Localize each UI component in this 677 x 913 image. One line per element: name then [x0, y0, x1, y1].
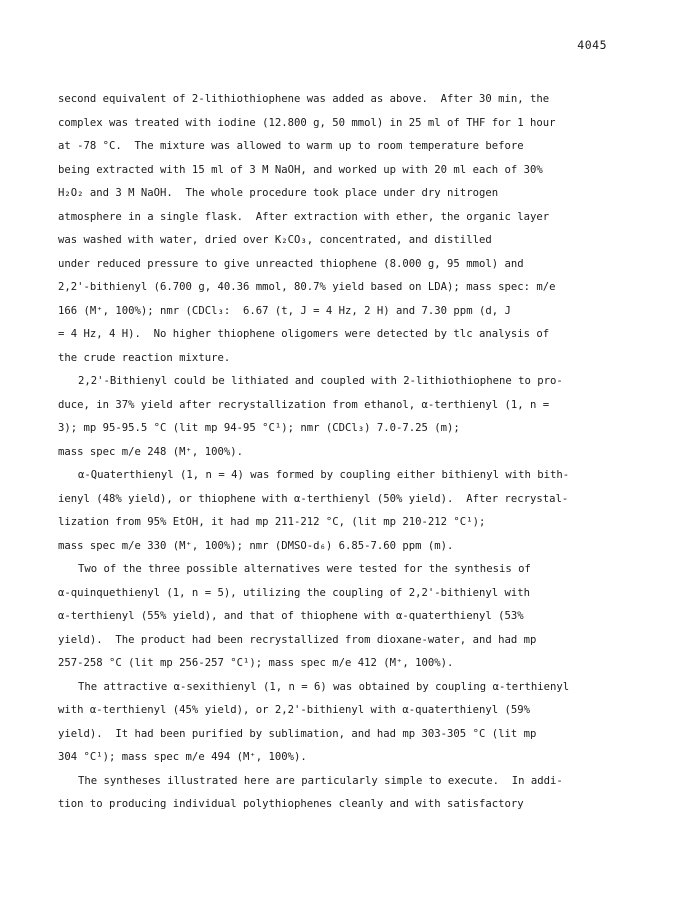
text-line: H₂O₂ and 3 M NaOH. The whole procedure took place under dry nitrogen [58, 187, 499, 199]
text-line: yield). The product had been recrystallized from dioxane-water, and had mp [58, 633, 537, 646]
text-line: 3); mp 95-95.5 °C (lit mp 94-95 °C¹); nmr (CDCl₃) 7.0-7.25 (m); [58, 422, 460, 434]
text-line: mass spec m/e 330 (M⁺, 100%); nmr (DMSO-d₆) 6.85-7.60 ppm (m). [58, 539, 454, 552]
text-line: mass spec m/e 248 (M⁺, 100%). [58, 445, 243, 458]
paragraph [58, 88, 628, 370]
paragraph [58, 558, 628, 676]
text-line: Two of the three possible alternatives were tested for the synthesis of [78, 563, 531, 575]
text-line: complex was treated with iodine (12.800 g, 50 mmol) in 25 ml of THF for 1 hour [58, 116, 556, 129]
text-line: 304 °C¹); mass spec m/e 494 (M⁺, 100%). [58, 751, 307, 763]
text-line: lization from 95% EtOH, it had mp 211-212 °C, (lit mp 210-212 °C¹); [58, 516, 486, 528]
text-line: = 4 Hz, 4 H). No higher thiophene oligomers were detected by tlc analysis of [58, 328, 550, 340]
paragraph [58, 770, 628, 817]
text-line: α-terthienyl (55% yield), and that of thiophene with α-quaterthienyl (53% [58, 610, 524, 622]
text-line: 2,2'-bithienyl (6.700 g, 40.36 mmol, 80.7% yield based on LDA); mass spec: m/e [58, 281, 556, 293]
text-line: at -78 °C. The mixture was allowed to warm up to room temperature before [58, 140, 524, 152]
text-line: α-quinquethienyl (1, n = 5), utilizing the coupling of 2,2'-bithienyl with [58, 586, 530, 599]
text-line: α-Quaterthienyl (1, n = 4) was formed by coupling either bithienyl with bith- [78, 469, 570, 481]
text-line: 2,2'-Bithienyl could be lithiated and coupled with 2-lithiothiophene to pro- [78, 375, 563, 387]
paragraph [58, 464, 628, 558]
body-text [58, 88, 628, 817]
text-line: 166 (M⁺, 100%); nmr (CDCl₃: 6.67 (t, J = 4 Hz, 2 H) and 7.30 ppm (d, J [58, 304, 511, 317]
text-line: being extracted with 15 ml of 3 M NaOH, and worked up with 20 ml each of 30% [58, 163, 543, 176]
paragraph [58, 676, 628, 770]
text-line: was washed with water, dried over K₂CO₃, concentrated, and distilled [58, 234, 492, 246]
text-line: the crude reaction mixture. [58, 351, 231, 364]
text-line: tion to producing individual polythiophenes cleanly and with satisfactory [58, 798, 524, 810]
text-line: second equivalent of 2-lithiothiophene was added as above. After 30 min, the [58, 93, 550, 105]
text-line: The attractive α-sexithienyl (1, n = 6) was obtained by coupling α-terthienyl [78, 680, 570, 693]
text-line: 257-258 °C (lit mp 256-257 °C¹); mass spec m/e 412 (M⁺, 100%). [58, 657, 454, 669]
text-line: under reduced pressure to give unreacted thiophene (8.000 g, 95 mmol) and [58, 257, 524, 270]
text-line: atmosphere in a single flask. After extraction with ether, the organic layer [58, 210, 550, 223]
paragraph [58, 370, 628, 464]
text-line: duce, in 37% yield after recrystallization from ethanol, α-terthienyl (1, n = [58, 398, 550, 411]
text-line: The syntheses illustrated here are particularly simple to execute. In addi- [78, 774, 563, 787]
text-line: with α-terthienyl (45% yield), or 2,2'-bithienyl with α-quaterthienyl (59% [58, 704, 530, 716]
page-number: 4045 [577, 38, 607, 52]
text-line: ienyl (48% yield), or thiophene with α-terthienyl (50% yield). After recrystal- [58, 492, 569, 505]
text-line: yield). It had been purified by sublimation, and had mp 303-305 °C (lit mp [58, 727, 537, 740]
